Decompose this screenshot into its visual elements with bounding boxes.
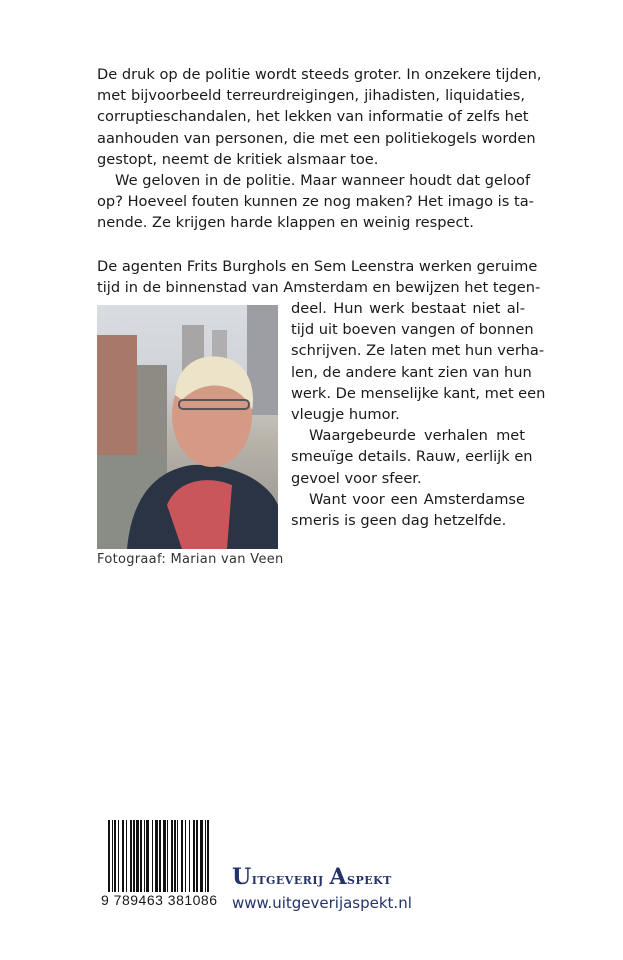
text-line: met bijvoorbeeld terreurdreigingen, jihadisten, liquidaties, [97,87,525,105]
blurb-side-column [291,298,546,531]
publisher-url: www.uitgeverijaspekt.nl [232,894,412,912]
text-line: Waargebeurde verhalen met [309,427,525,445]
isbn-number: 9 789463 381086 [101,892,218,908]
text-line: deel. Hun werk bestaat niet al- [291,300,525,317]
text-line: We geloven in de politie. Maar wanneer houdt dat geloof [115,171,531,189]
blurb-paragraph-1 [97,64,542,234]
text-line: tijd in de binnenstad van Amsterdam en bewijzen het tegen- [97,279,541,297]
text-line: aanhouden van personen, die met een politiekogels worden [97,129,536,147]
text-line: len, de andere kant zien van hun [291,363,532,381]
text-line: werk. De menselijke kant, met een [291,384,546,402]
text-line: smeris is geen dag hetzelfde. [291,511,507,529]
text-line: corruptieschandalen, het lekken van informatie of zelfs het [97,108,529,126]
text-line: De agenten Frits Burghols en Sem Leenstra werken geruime [97,258,538,275]
text-line: Want voor een Amsterdamse [309,490,525,508]
author-photo [97,305,278,549]
text-line: De druk op de politie wordt steeds groter. In onzekere tijden, [97,66,542,83]
text-line: tijd uit boeven vangen of bonnen [291,321,534,339]
text-line: smeuïge details. Rauw, eerlijk en [291,448,533,466]
text-line: gestopt, neemt de kritiek alsmaar toe. [97,150,379,168]
blurb-paragraph-3 [97,256,541,298]
text-line: vleugje humor. [291,405,400,423]
photo-caption: Fotograaf: Marian van Veen [97,552,284,567]
publisher-logo: Uitgeverij Aspekt [232,864,392,890]
text-line: gevoel voor sfeer. [291,469,422,487]
text-line: op? Hoeveel fouten kunnen ze nog maken? Het imago is ta- [97,193,534,211]
text-line: schrijven. Ze laten met hun verha- [291,342,545,360]
text-line: nende. Ze krijgen harde klappen en weinig respect. [97,214,474,232]
